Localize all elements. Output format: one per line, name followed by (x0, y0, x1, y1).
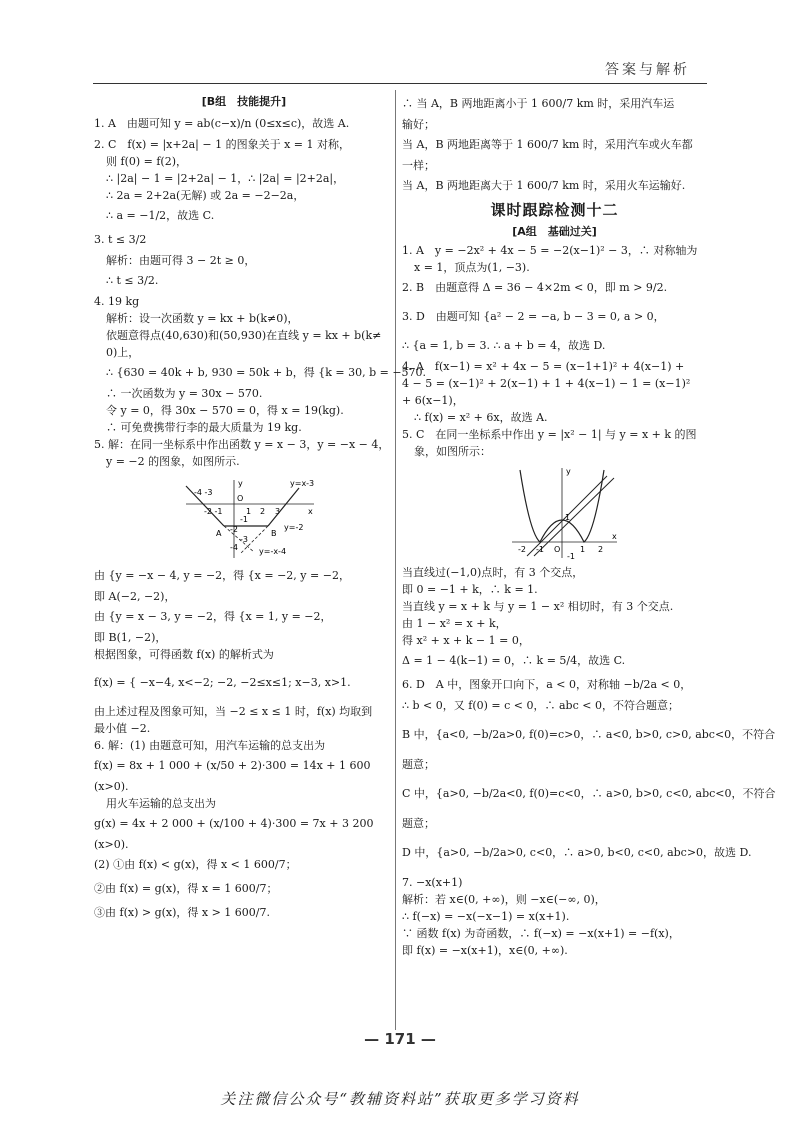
label-line-neg-x-4: y=-x-4 (259, 547, 287, 556)
text-line: 由 {y = −x − 4, y = −2，得 {x = −2, y = −2， (94, 569, 350, 582)
text-line: ∴ 2a = 2+2a(无解) 或 2a = −2−2a， (106, 189, 305, 202)
text-line: 即 f(x) = −x(x+1)，x∈(0, +∞). (402, 944, 568, 957)
text-line: 2. B 由题意得 Δ = 36 − 4×2m < 0，即 m > 9/2. (402, 281, 668, 294)
label-y: y (566, 467, 571, 476)
text-line: 输好； (402, 118, 435, 131)
text-line: 由 1 − x² = x + k， (402, 617, 507, 630)
text-line: x = 1，顶点为(1, −3). (414, 261, 530, 274)
page-number: — 171 — (364, 1030, 436, 1048)
text-line: 1. A 由题可知 y = ab(c−x)/n (0≤x≤c)，故选 A. (94, 117, 350, 130)
text-line: 4. A f(x−1) = x² + 4x − 5 = (x−1+1)² + 4(x−1) + (402, 360, 685, 373)
text-line: ③由 f(x) > g(x)，得 x > 1 600/7. (94, 906, 270, 919)
text-line: 4. 19 kg (94, 295, 140, 308)
text-line: ∴ f(x) = x² + 6x，故选 A. (414, 411, 548, 424)
text-line: 即 0 = −1 + k，∴ k = 1. (402, 583, 538, 596)
dashed-extension-1 (224, 526, 254, 552)
tick-n3: -3 (240, 535, 248, 544)
text-line: 1. A y = −2x² + 4x − 5 = −2(x−1)² − 3，∴ 对称轴为 (402, 244, 698, 257)
text-line: ∴ {630 = 40k + b, 930 = 50k + b，得 {k = 30, b = −570. (106, 366, 427, 379)
text-line: 得 x² + x + k − 1 = 0， (402, 634, 530, 647)
text-line: Δ = 1 − 4(k−1) = 0，∴ k = 5/4，故选 C. (402, 654, 626, 667)
text-line: 3. D 由题可知 {a² − 2 = −a, b − 3 = 0, a > 0， (402, 310, 665, 323)
abs-parabola-graph (402, 464, 707, 560)
text-line: 当 A，B 两地距离大于 1 600/7 km 时，采用火车运输好. (402, 179, 686, 192)
text-line: 由上述过程及图象可知，当 −2 ≤ x ≤ 1 时，f(x) 均取到 (94, 705, 373, 718)
text-line: ∴ 一次函数为 y = 30x − 570. (106, 387, 263, 400)
tick-n4: -4 (230, 543, 238, 552)
tick-2: 2 (598, 545, 604, 554)
label-point-b: B (271, 529, 277, 538)
text-line: (x>0). (94, 780, 129, 793)
text-line: g(x) = 4x + 2 000 + (x/100 + 4)·300 = 7x + 3 200 (94, 817, 374, 830)
text-line: ∴ t ≤ 3/2. (106, 274, 159, 287)
text-line: (x>0). (94, 838, 129, 851)
tick-y1: 1 (565, 513, 571, 522)
text-line: (2) ①由 f(x) < g(x)，得 x < 1 600/7； (94, 858, 297, 871)
piecewise-graph (94, 474, 394, 560)
tick-n2: -2 (230, 525, 238, 534)
text-line: 7. −x(x+1) (402, 876, 463, 889)
label-line-x-3: y=x-3 (290, 479, 315, 488)
text-line: ∴ |2a| − 1 = |2+2a| − 1，∴ |2a| = |2+2a|， (106, 172, 345, 185)
section-title-b: [B组 技能提升] (201, 95, 287, 108)
text-line: ∴ f(−x) = −x(−x−1) = x(x+1). (402, 910, 570, 923)
text-line: 即 B(1, −2)， (94, 631, 167, 644)
text-line: 根据图象，可得函数 f(x) 的解析式为 (94, 648, 274, 661)
header-rule (93, 83, 707, 84)
label-x: x (308, 507, 313, 516)
ticks-mid: -2 -1 (204, 507, 223, 516)
text-line: 4 − 5 = (x−1)² + 2(x−1) + 1 + 4(x−1) − 1 = (x−1)² (402, 377, 691, 390)
text-line: 当 A，B 两地距离等于 1 600/7 km 时，采用汽车或火车都 (402, 138, 693, 151)
text-line: f(x) = { −x−4, x<−2; −2, −2≤x≤1; x−3, x>1. (94, 676, 351, 689)
text-line: + 6(x−1)， (402, 394, 464, 407)
footer-note: 关注微信公众号“教辅资料站”获取更多学习资料 (220, 1090, 580, 1108)
tick-1: 1 (580, 545, 586, 554)
text-line: 题意； (402, 758, 435, 771)
tick-neg-y: -1 (567, 552, 575, 561)
label-line-minus2: y=-2 (284, 523, 304, 532)
label-o: O (237, 494, 244, 503)
tick-1: 1 (246, 507, 252, 516)
text-line: 依题意得点(40,630)和(50,930)在直线 y = kx + b(k≠ (106, 329, 382, 342)
text-line: 解析：由题可得 3 − 2t ≥ 0， (106, 254, 256, 267)
line-x-minus-3 (268, 488, 299, 526)
label-point-a: A (216, 529, 222, 538)
text-line: ∵ 函数 f(x) 为奇函数，∴ f(−x) = −x(x+1) = −f(x)， (402, 927, 680, 940)
text-line: 0)上， (106, 346, 140, 359)
header-title: 答案与解析 (605, 62, 690, 78)
text-line: 解析：设一次函数 y = kx + b(k≠0)， (106, 312, 299, 325)
tick-n1: -1 (240, 515, 248, 524)
text-line: 一样； (402, 159, 435, 172)
right-column (402, 92, 776, 959)
label-y: y (238, 479, 243, 488)
ticks-top: -4 -3 (194, 488, 213, 497)
tick-n2: -2 (518, 545, 526, 554)
text-line: 3. t ≤ 3/2 (94, 233, 147, 246)
text-line: 当直线 y = x + k 与 y = 1 − x² 相切时，有 3 个交点. (402, 600, 674, 613)
tick-2: 2 (260, 507, 266, 516)
text-line: 最小值 −2. (94, 722, 151, 735)
text-line: 6. D A 中，图象开口向下，a < 0，对称轴 −b/2a < 0， (402, 678, 692, 691)
label-x: x (612, 532, 617, 541)
tick-3: 3 (275, 507, 281, 516)
text-line: 用火车运输的总支出为 (106, 797, 216, 810)
text-line: 5. C 在同一坐标系中作出 y = |x² − 1| 与 y = x + k 的图 (402, 428, 697, 441)
main-section-title: 课时跟踪检测十二 (490, 201, 619, 219)
text-line: ∴ 可免费携带行李的最大质量为 19 kg. (106, 421, 302, 434)
column-divider (395, 90, 396, 1030)
section-title-a: [A组 基础过关] (512, 225, 597, 238)
text-line: ∴ 当 A，B 两地距离小于 1 600/7 km 时，采用汽车运 (402, 97, 675, 110)
text-line: ②由 f(x) = g(x)，得 x = 1 600/7； (94, 882, 278, 895)
text-line: 2. C f(x) = |x+2a| − 1 的图象关于 x = 1 对称， (94, 138, 350, 151)
text-line: 6. 解：(1) 由题意可知，用汽车运输的总支出为 (94, 739, 326, 752)
text-line: 则 f(0) = f(2)， (106, 155, 188, 168)
text-line: 题意； (402, 817, 435, 830)
text-line: 解析：若 x∈(0, +∞)，则 −x∈(−∞, 0)， (402, 893, 606, 906)
text-line: 当直线过(−1,0)点时，有 3 个交点， (402, 566, 584, 579)
text-line: f(x) = 8x + 1 000 + (x/50 + 2)·300 = 14x + 1 600 (94, 759, 371, 772)
text-line: D 中，{a>0, −b/2a>0, c<0，∴ a>0, b<0, c<0, abc>0，故选 D. (402, 846, 752, 859)
text-line: ∴ b < 0，又 f(0) = c < 0，∴ abc < 0，不符合题意； (402, 699, 679, 712)
text-line: y = −2 的图象，如图所示. (106, 455, 240, 468)
text-line: 令 y = 0，得 30x − 570 = 0，得 x = 19(kg). (106, 404, 344, 417)
tick-n1: -1 (536, 545, 544, 554)
text-line: 5. 解：在同一坐标系中作出函数 y = x − 3，y = −x − 4， (94, 438, 390, 451)
text-line: ∴ a = −1/2，故选 C. (106, 209, 215, 222)
text-line: ∴ {a = 1, b = 3. ∴ a + b = 4，故选 D. (402, 339, 606, 352)
text-line: B 中，{a<0, −b/2a>0, f(0)=c>0，∴ a<0, b>0, c>0, abc<0，不符合 (402, 728, 776, 741)
text-line: 象，如图所示： (414, 445, 491, 458)
label-o: O (554, 545, 561, 554)
text-line: 即 A(−2, −2)， (94, 590, 176, 603)
text-line: C 中，{a>0, −b/2a<0, f(0)=c<0，∴ a>0, b>0, c<0, abc<0，不符合 (402, 787, 776, 800)
text-line: 由 {y = x − 3, y = −2，得 {x = 1, y = −2， (94, 610, 332, 623)
